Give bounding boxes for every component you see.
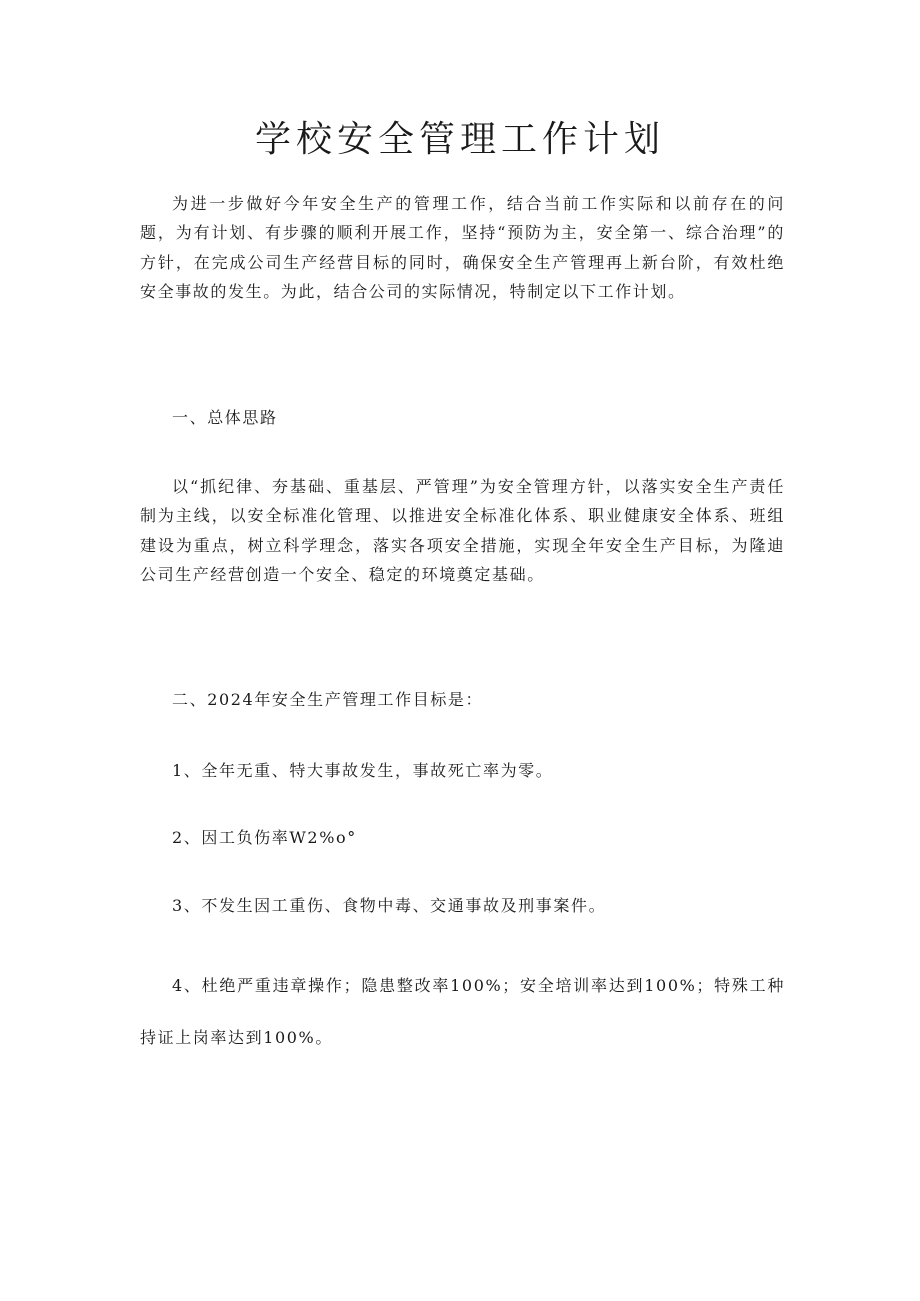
document-title: 学校安全管理工作计划 bbox=[254, 119, 665, 160]
goal-item: 1、全年无重、特大事故发生，事故死亡率为零。 bbox=[172, 761, 554, 780]
goal-item: 2、因工负伤率W2%o° bbox=[172, 828, 357, 847]
goal-item: 4、杜绝严重违章操作；隐患整改率100%；安全培训率达到100%；特殊工种持证上岗率达到100%。 bbox=[140, 976, 785, 1047]
intro-paragraph: 为进一步做好今年安全生产的管理工作，结合当前工作实际和以前存在的问题，为有计划、有步骤的顺利开展工作，坚持“预防为主，安全第一、综合治理”的方针，在完成公司生产经营目标的同时，确保安全生产管理再上新台阶，有效杜绝安全事故的发生。为此，结合公司的实际情况，特制定以下工作计划。 bbox=[140, 194, 785, 302]
goal-item: 3、不发生因工重伤、食物中毒、交通事故及刑事案件。 bbox=[172, 896, 607, 915]
overall-approach-paragraph: 以“抓纪律、夯基础、重基层、严管理”为安全管理方针，以落实安全生产责任制为主线，以安全标准化管理、以推进安全标准化体系、职业健康安全体系、班组建设为重点，树立科学理念，落实各项安全措施，实现全年安全生产目标，为隆迪公司生产经营创造一个安全、稳定的环境奠定基础。 bbox=[140, 477, 785, 585]
section-heading-overall-approach: 一、总体思路 bbox=[172, 408, 278, 427]
section-heading-goals: 二、2024年安全生产管理工作目标是： bbox=[172, 690, 484, 709]
